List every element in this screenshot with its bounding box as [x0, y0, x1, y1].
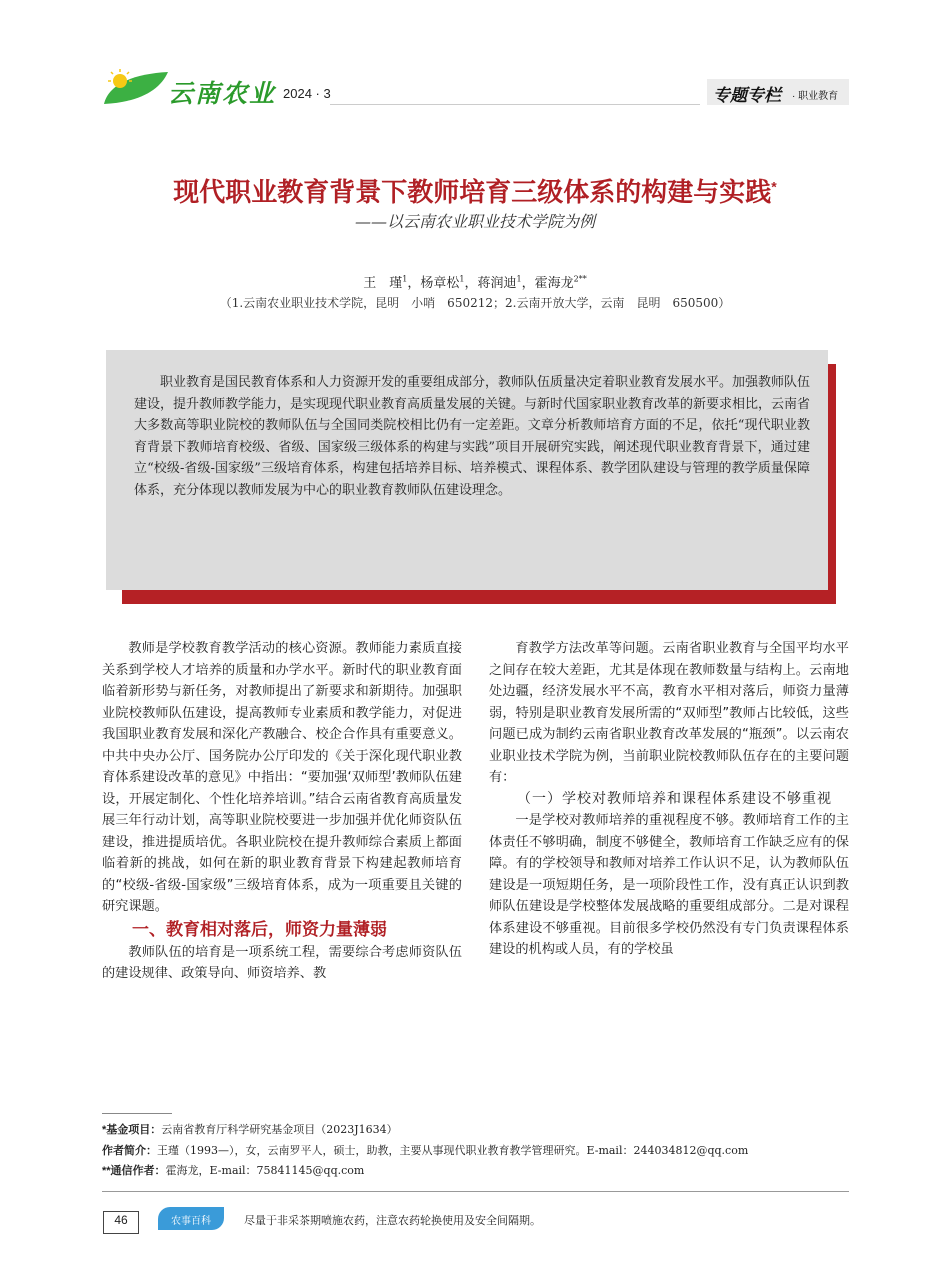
- author-name: 霍海龙: [534, 276, 574, 291]
- affiliation: （1.云南农业职业技术学院，昆明 小哨 650212；2.云南开放大学，云南 昆明 650500）: [219, 296, 731, 310]
- tip-badge-label: 农事百科: [171, 1216, 211, 1227]
- title-footnote-mark: *: [771, 178, 777, 195]
- page-number: 46: [114, 1213, 128, 1227]
- paragraph: 一是学校对教师培养的重视程度不够。教师培育工作的主体责任不够明确，制度不够健全，教师培育工作缺乏应有的保障。有的学校领导和教师对培养工作认识不足，认为教师队伍建设是一项短期任务，是一项阶段性工作，没有真正认识到教师队伍建设是学校整体发展战略的重要组成部分。二是对课程体系建设不够重视。目前很多学校仍然没有专门负责课程体系建设的机构或人员，有的学校虽: [489, 813, 849, 957]
- issue-number: 2024 · 3: [283, 86, 331, 101]
- footnote-divider: [102, 1113, 172, 1114]
- tip-text: 尽量于非采茶期喷施农药，注意农药轮换使用及安全间隔期。: [244, 1214, 541, 1227]
- column-tag-main: 专题专栏: [713, 86, 781, 105]
- section-heading: 一、教育相对落后，师资力量薄弱: [132, 919, 387, 939]
- footnotes: [102, 1120, 862, 1182]
- footnote-corresponding: **通信作者：霍海龙，E-mail：75841145@qq.com: [102, 1164, 365, 1177]
- header-divider: [330, 104, 700, 105]
- body-column-left: [102, 638, 462, 985]
- article-title: 现代职业教育背景下教师培育三级体系的构建与实践*: [173, 177, 777, 207]
- column-tag-sub: · 职业教育: [792, 91, 839, 102]
- body-column-right: [489, 638, 849, 961]
- author-name: 王 瑾: [363, 276, 403, 291]
- journal-name: 云南农业: [168, 79, 277, 108]
- paragraph: 教师是学校教育教学活动的核心资源。教师能力素质直接关系到学校人才培养的质量和办学水平。新时代的职业教育面临着新形势与新任务，对教师提出了新要求和新期待。加强职业院校教师队伍建设，提高教师专业素质和教学能力，对促进我国职业教育发展和深化产教融合、校企合作具有重要意义。中共中央办公厅、国务院办公厅印发的《关于深化现代职业教育体系建设改革的意见》中指出：“要加强‘双师型’教师队伍建设，开展定制化、个性化培养培训。”结合云南省教育高质量发展三年行动计划，高等职业院校要进一步加强并优化师资队伍建设，推进提质培优。各职业院校在提升教师综合素质上都面临着新的挑战，如何在新的职业教育背景下构建起教师培育的“校级-省级-国家级”三级培育体系，成为一项重要且关键的研究课题。: [102, 641, 462, 914]
- footnote-fund: *基金项目：云南省教育厅科学研究基金项目（2023J1634）: [102, 1123, 398, 1136]
- author-name: 杨章松: [420, 276, 460, 291]
- journal-logo-icon: [100, 68, 170, 106]
- author-list: 王 瑾$^1$，杨章松$^1$，蒋润迪$^1$，霍海龙$^{2**}$: [363, 274, 587, 291]
- author-name: 蒋润迪: [477, 276, 517, 291]
- subsection-heading: （一）学校对教师培养和课程体系建设不够重视: [517, 790, 832, 807]
- article-subtitle: ——以云南农业职业技术学院为例: [354, 212, 595, 231]
- abstract-text: 职业教育是国民教育体系和人力资源开发的重要组成部分，教师队伍质量决定着职业教育发展水平。加强教师队伍建设，提升教师教学能力，是实现现代职业教育高质量发展的关键。与新时代国家职业教育改革的新要求相比，云南省大多数高等职业院校的教师队伍与全国同类院校相比仍有一定差距。文章分析教师培育方面的不足，依托“现代职业教育背景下教师培育校级、省级、国家级三级体系的构建与实践”项目开展研究实践，阐述现代职业教育背景下，通过建立“校级-省级-国家级”三级培育体系，构建包括培养目标、培养模式、课程体系、教学团队建设与管理的教学质量保障体系，充分体现以教师发展为中心的职业教育教师队伍建设理念。: [134, 375, 811, 498]
- footnote-author: 作者简介：王瑾（1993—），女，云南罗平人，硕士，助教，主要从事现代职业教育教学管理研究。E-mail：244034812@qq.com: [102, 1143, 749, 1157]
- paragraph: 教师队伍的培育是一项系统工程，需要综合考虑师资队伍的建设规律、政策导向、师资培养、教: [102, 944, 462, 981]
- footer-divider: [102, 1191, 849, 1192]
- paragraph: 育教学方法改革等问题。云南省职业教育与全国平均水平之间存在较大差距，尤其是体现在教师数量与结构上。云南地处边疆，经济发展水平不高，教育水平相对落后，师资力量薄弱，特别是职业教育发展所需的“双师型”教师占比较低，这些问题已成为制约云南省职业教育改革发展的“瓶颈”。以云南农业职业技术学院为例，当前职业院校教师队伍存在的主要问题有：: [489, 641, 849, 785]
